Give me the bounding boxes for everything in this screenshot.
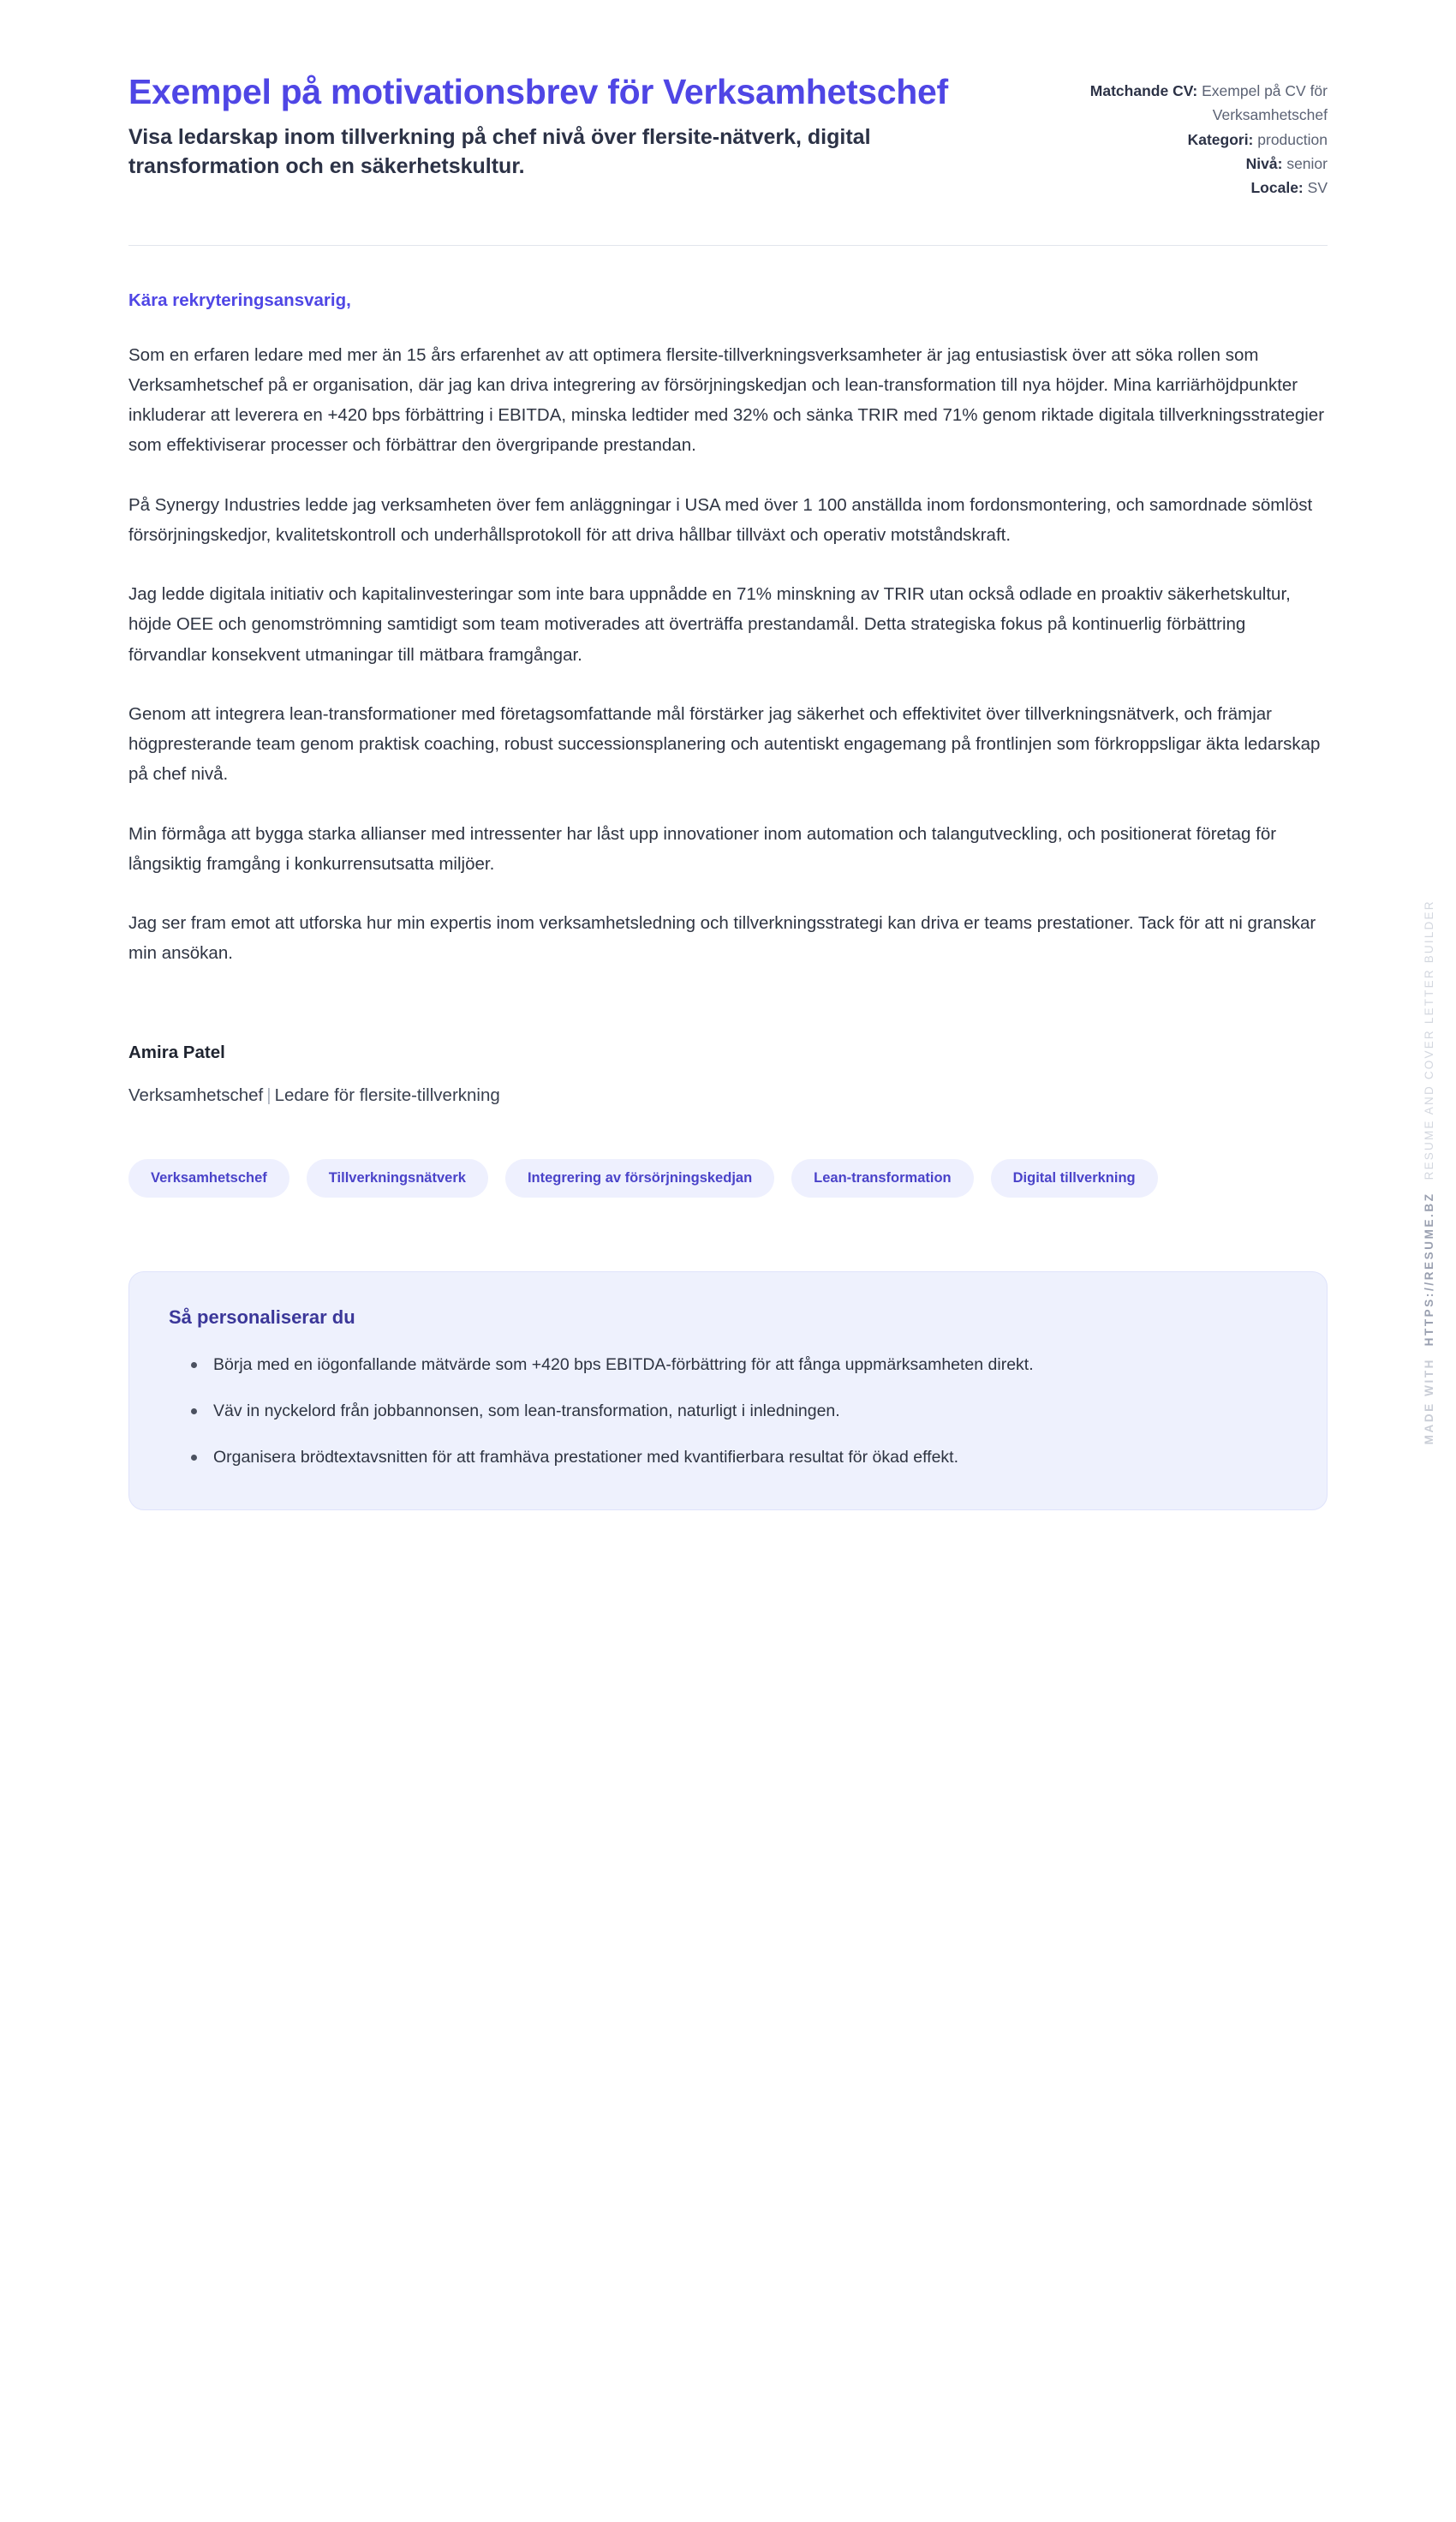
keyword-tag[interactable]: Tillverkningsnätverk [307,1159,488,1198]
watermark-made-with: MADE WITH [1423,1357,1435,1445]
keyword-tag[interactable]: Integrering av försörjningskedjan [505,1159,774,1198]
meta-row-category [988,128,1328,152]
side-watermark [1423,899,1435,1444]
watermark-tagline: RESUME AND COVER LETTER BUILDER [1423,899,1435,1180]
document-meta [988,70,1328,200]
personalization-tips-card [128,1271,1328,1510]
meta-row-locale [988,176,1328,200]
meta-value-matching-cv: Exempel på CV för Verksamhetschef [1202,82,1328,124]
signature-role-primary: Verksamhetschef [128,1085,264,1105]
meta-value-locale: SV [1307,179,1328,197]
keyword-tag[interactable]: Verksamhetschef [128,1159,289,1198]
meta-label-category: Kategori: [1187,130,1254,148]
signature-role [128,1085,1328,1106]
page-subtitle: Visa ledarskap inom tillverkning på chef nivå över flersite-nätverk, digital transformation och en säkerhetskultur. [128,125,871,178]
letter-paragraph: På Synergy Industries ledde jag verksamheten över fem anläggningar i USA med över 1 100 anställda inom fordonsmontering, och samordnade sömlöst försörjningskedjor, kvalitetskontroll och underhållsprotokoll för att driva hållbar tillväxt och operativ motståndskraft. [128,494,1313,545]
header-text-block [128,70,953,181]
letter-paragraph: Jag ser fram emot att utforska hur min expertis inom verksamhetsledning och tillverkningsstrategi kan driva er teams prestationer. Tack för att ni granskar min ansökan. [128,913,1316,964]
meta-label-level: Nivå: [1245,155,1283,173]
letter-paragraph: Jag ledde digitala initiativ och kapitalinvesteringar som inte bara uppnådde en 71% minskning av TRIR utan också odlade en proaktiv säkerhetskultur, höjde OEE och genomströmning samtidigt som team motiverades att överträffa prestandamål. Detta strategiska fokus på kontinuerlig förbättring förvandlar konsekvent utmaningar till mätbara framgångar. [128,584,1291,665]
meta-value-level: senior [1286,155,1328,173]
keyword-tag[interactable]: Digital tillverkning [991,1159,1158,1198]
letter-paragraph: Min förmåga att bygga starka allianser med intressenter har låst upp innovationer inom automation och talangutveckling, och positionerat företag för långsiktig framgång i konkurrensutsatta miljöer. [128,823,1277,874]
list-item: Organisera brödtextavsnitten för att framhäva prestationer med kvantifierbara resultat för ökad effekt. [191,1443,1287,1471]
signature-role-secondary: Ledare för flersite-tillverkning [274,1085,500,1105]
signature-role-separator: | [266,1085,272,1105]
signature-name: Amira Patel [128,1042,225,1062]
list-item: Börja med en iögonfallande mätvärde som +420 bps EBITDA-förbättring för att fånga uppmärksamheten direkt. [191,1351,1287,1378]
page-title: Exempel på motivationsbrev för Verksamhetschef [128,72,948,111]
watermark-link[interactable]: HTTPS://RESUME.BZ [1423,1192,1435,1346]
meta-label-locale: Locale: [1250,179,1304,197]
tips-list [169,1351,1287,1472]
letter-body [128,246,1328,1106]
signature-block [128,1043,1328,1106]
meta-value-category: production [1257,130,1328,148]
salutation: Kära rekryteringsansvarig, [128,290,351,310]
tips-title: Så personaliserar du [169,1306,355,1328]
keyword-tag[interactable]: Lean-transformation [791,1159,973,1198]
letter-paragraph: Genom att integrera lean-transformationer med företagsomfattande mål förstärker jag säkerhet och effektivitet över tillverkningsnätverk, och främjar högpresterande team genom praktisk coaching, robust successionsplanering och autentiskt engagemang på frontlinjen som förkroppsligar äkta ledarskap på chef nivå. [128,703,1321,785]
document-header [128,70,1328,200]
meta-row-level [988,152,1328,176]
list-item: Väv in nyckelord från jobbannonsen, som lean-transformation, naturligt i inledningen. [191,1397,1287,1425]
letter-paragraph: Som en erfaren ledare med mer än 15 års erfarenhet av att optimera flersite-tillverkningsverksamheter är jag entusiastisk över att söka rollen som Verksamhetschef på er organisation, där jag kan driva integrering av försörjningskedjan och lean-transformation till nya höjder. Mina karriärhöjdpunkter inkluderar att leverera en +420 bps förbättring i EBITDA, minska ledtider med 32% och sänka TRIR med 71% genom riktade digitala tillverkningsstrategier som effektiviserar processer och förbättrar den övergripande prestandan. [128,344,1325,456]
keyword-tag-list [128,1159,1328,1198]
meta-label-matching-cv: Matchande CV: [1089,82,1198,99]
meta-row-matching-cv [988,79,1328,128]
